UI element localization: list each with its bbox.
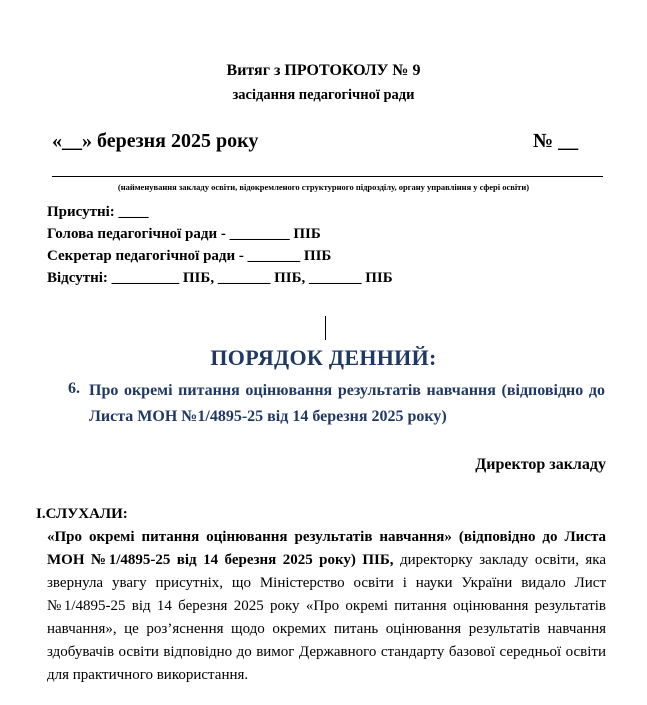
document-subtitle: засідання педагогічної ради [232, 87, 415, 103]
agenda-title: ПОРЯДОК ДЕННИЙ: [210, 345, 437, 370]
heard-paragraph [47, 526, 606, 687]
heard-bold-intro: «Про окремі питання оцінювання результатів навчання» (відповідно до Листа МОН №1/4895-25 від 14 березня 2025 року) ПІБ, [47, 529, 606, 568]
protocol-number: № __ [533, 130, 579, 152]
heard-text: директорку закладу освіти, яка звернула увагу присутніх, що Міністерство освіти і науки України видало Лист №1/4895-25 від 14 березня 2025 року «Про окремі питання оцінювання результатів навчання», це роз’яснення щодо окремих питань оцінювання результатів навчання здобувачів освіти відповідно до вимог Державного стандарту базової середньої освіти для практичного використання. [47, 552, 606, 683]
heard-label: І.СЛУХАЛИ: [36, 506, 128, 522]
secretary-line: Секретар педагогічної ради - _______ ПІБ [47, 248, 332, 264]
head-line: Голова педагогічної ради - ________ ПІБ [47, 226, 321, 242]
document-title: Витяг з ПРОТОКОЛУ № 9 [226, 62, 421, 79]
agenda-speaker: Директор закладу [475, 456, 606, 473]
agenda-item-number: 6. [68, 380, 80, 397]
present-line: Присутні: ____ [47, 204, 149, 220]
absent-line: Відсутні: _________ ПІБ, _______ ПІБ, _______ ПІБ [47, 270, 393, 286]
institution-name-line [52, 176, 603, 177]
agenda-item-text: Про окремі питання оцінювання результатів навчання (відповідно до Листа МОН №1/4895-25 від 14 березня 2025 року) [89, 382, 605, 425]
institution-note: (найменування закладу освіти, відокремленого структурного підрозділу, органу управління у сфері освіти) [117, 182, 530, 192]
text-cursor [325, 316, 326, 340]
meeting-date: «__» березня 2025 року [52, 130, 259, 152]
